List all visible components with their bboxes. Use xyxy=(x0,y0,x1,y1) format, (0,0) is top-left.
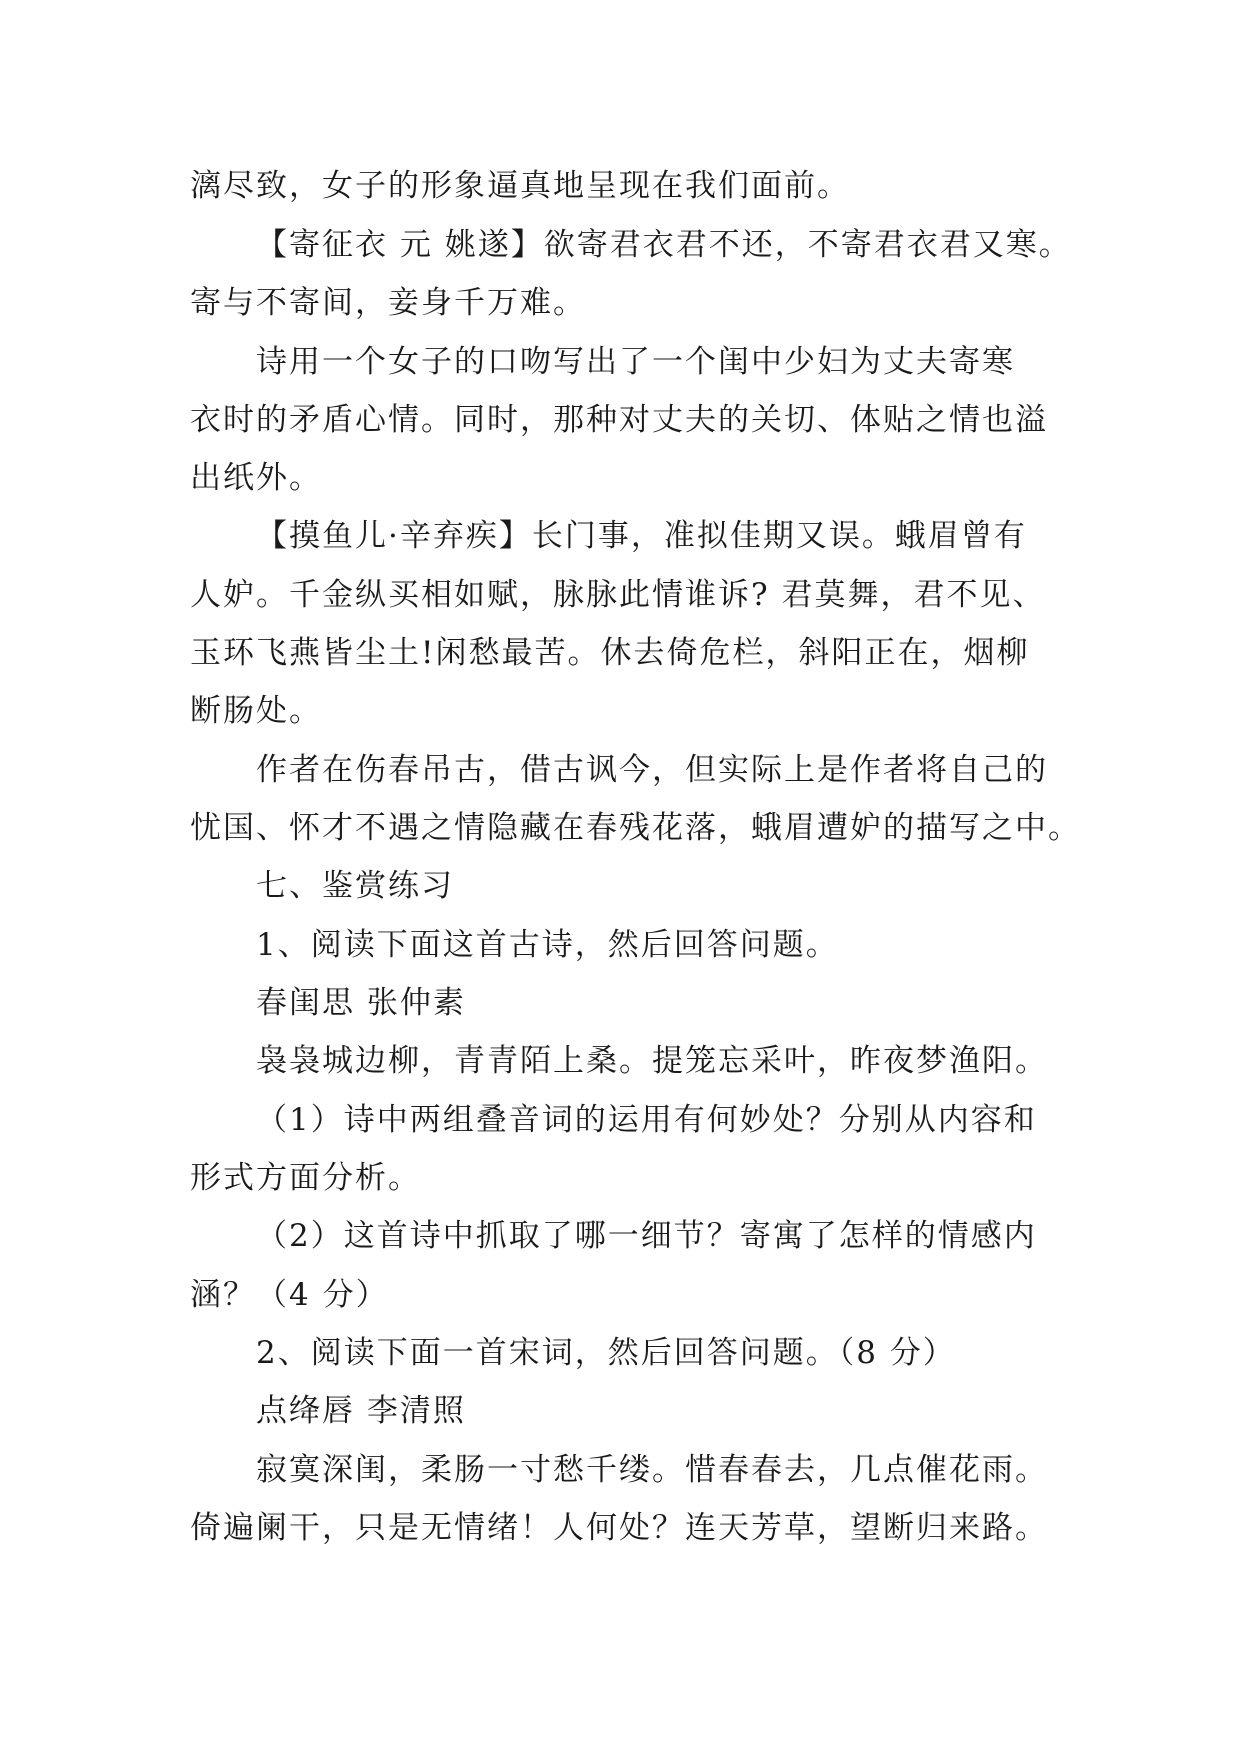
text-line: 【寄征衣 元 姚遂】欲寄君衣君不还，不寄君衣君又寒。 xyxy=(256,227,1072,263)
text-line: （2）这首诗中抓取了哪一细节？寄寓了怎样的情感内 xyxy=(256,1218,1037,1254)
poem-text: 倚遍阑干，只是无情绪！人何处？连天芳草，望断归来路。 xyxy=(190,1510,1048,1546)
text-line: 形式方面分析。 xyxy=(190,1160,421,1196)
poem-title: 点绛唇 李清照 xyxy=(256,1393,466,1429)
text-line: 作者在伤春吊古，借古讽今，但实际上是作者将自己的 xyxy=(256,752,1048,788)
text-line: 人妒。千金纵买相如赋，脉脉此情谁诉? 君莫舞，君不见、 xyxy=(190,577,1046,613)
question-heading: 1、阅读下面这首古诗，然后回答问题。 xyxy=(256,927,839,963)
poem-title: 春闺思 张仲素 xyxy=(256,985,466,1021)
text-line: 断肠处。 xyxy=(190,693,322,729)
text-line: （1）诗中两组叠音词的运用有何妙处？分别从内容和 xyxy=(256,1102,1037,1138)
text-line: 出纸外。 xyxy=(190,460,322,496)
text-line: 寄与不寄间，妾身千万难。 xyxy=(190,285,586,321)
text-line: 【摸鱼儿·辛弃疾】长门事，准拟佳期又误。蛾眉曾有 xyxy=(256,518,1027,554)
text-line: 诗用一个女子的口吻写出了一个闺中少妇为丈夫寄寒 xyxy=(256,344,1015,380)
text-line: 衣时的矛盾心情。同时，那种对丈夫的关切、体贴之情也溢 xyxy=(190,402,1048,438)
poem-text: 寂寞深闺，柔肠一寸愁千缕。惜春春去，几点催花雨。 xyxy=(256,1452,1048,1488)
text-line: 忧国、怀才不遇之情隐藏在春残花落，蛾眉遭妒的描写之中。 xyxy=(190,810,1081,846)
section-heading: 七、鉴赏练习 xyxy=(256,868,454,904)
question-heading: 2、阅读下面一首宋词，然后回答问题。（8 分） xyxy=(256,1335,956,1371)
text-line: 玉环飞燕皆尘土!闲愁最苦。休去倚危栏，斜阳正在，烟柳 xyxy=(190,635,1030,671)
text-line: 涵？（4 分） xyxy=(190,1277,389,1313)
text-line: 漓尽致，女子的形象逼真地呈现在我们面前。 xyxy=(190,168,850,204)
poem-text: 袅袅城边柳，青青陌上桑。提笼忘采叶，昨夜梦渔阳。 xyxy=(256,1043,1048,1079)
